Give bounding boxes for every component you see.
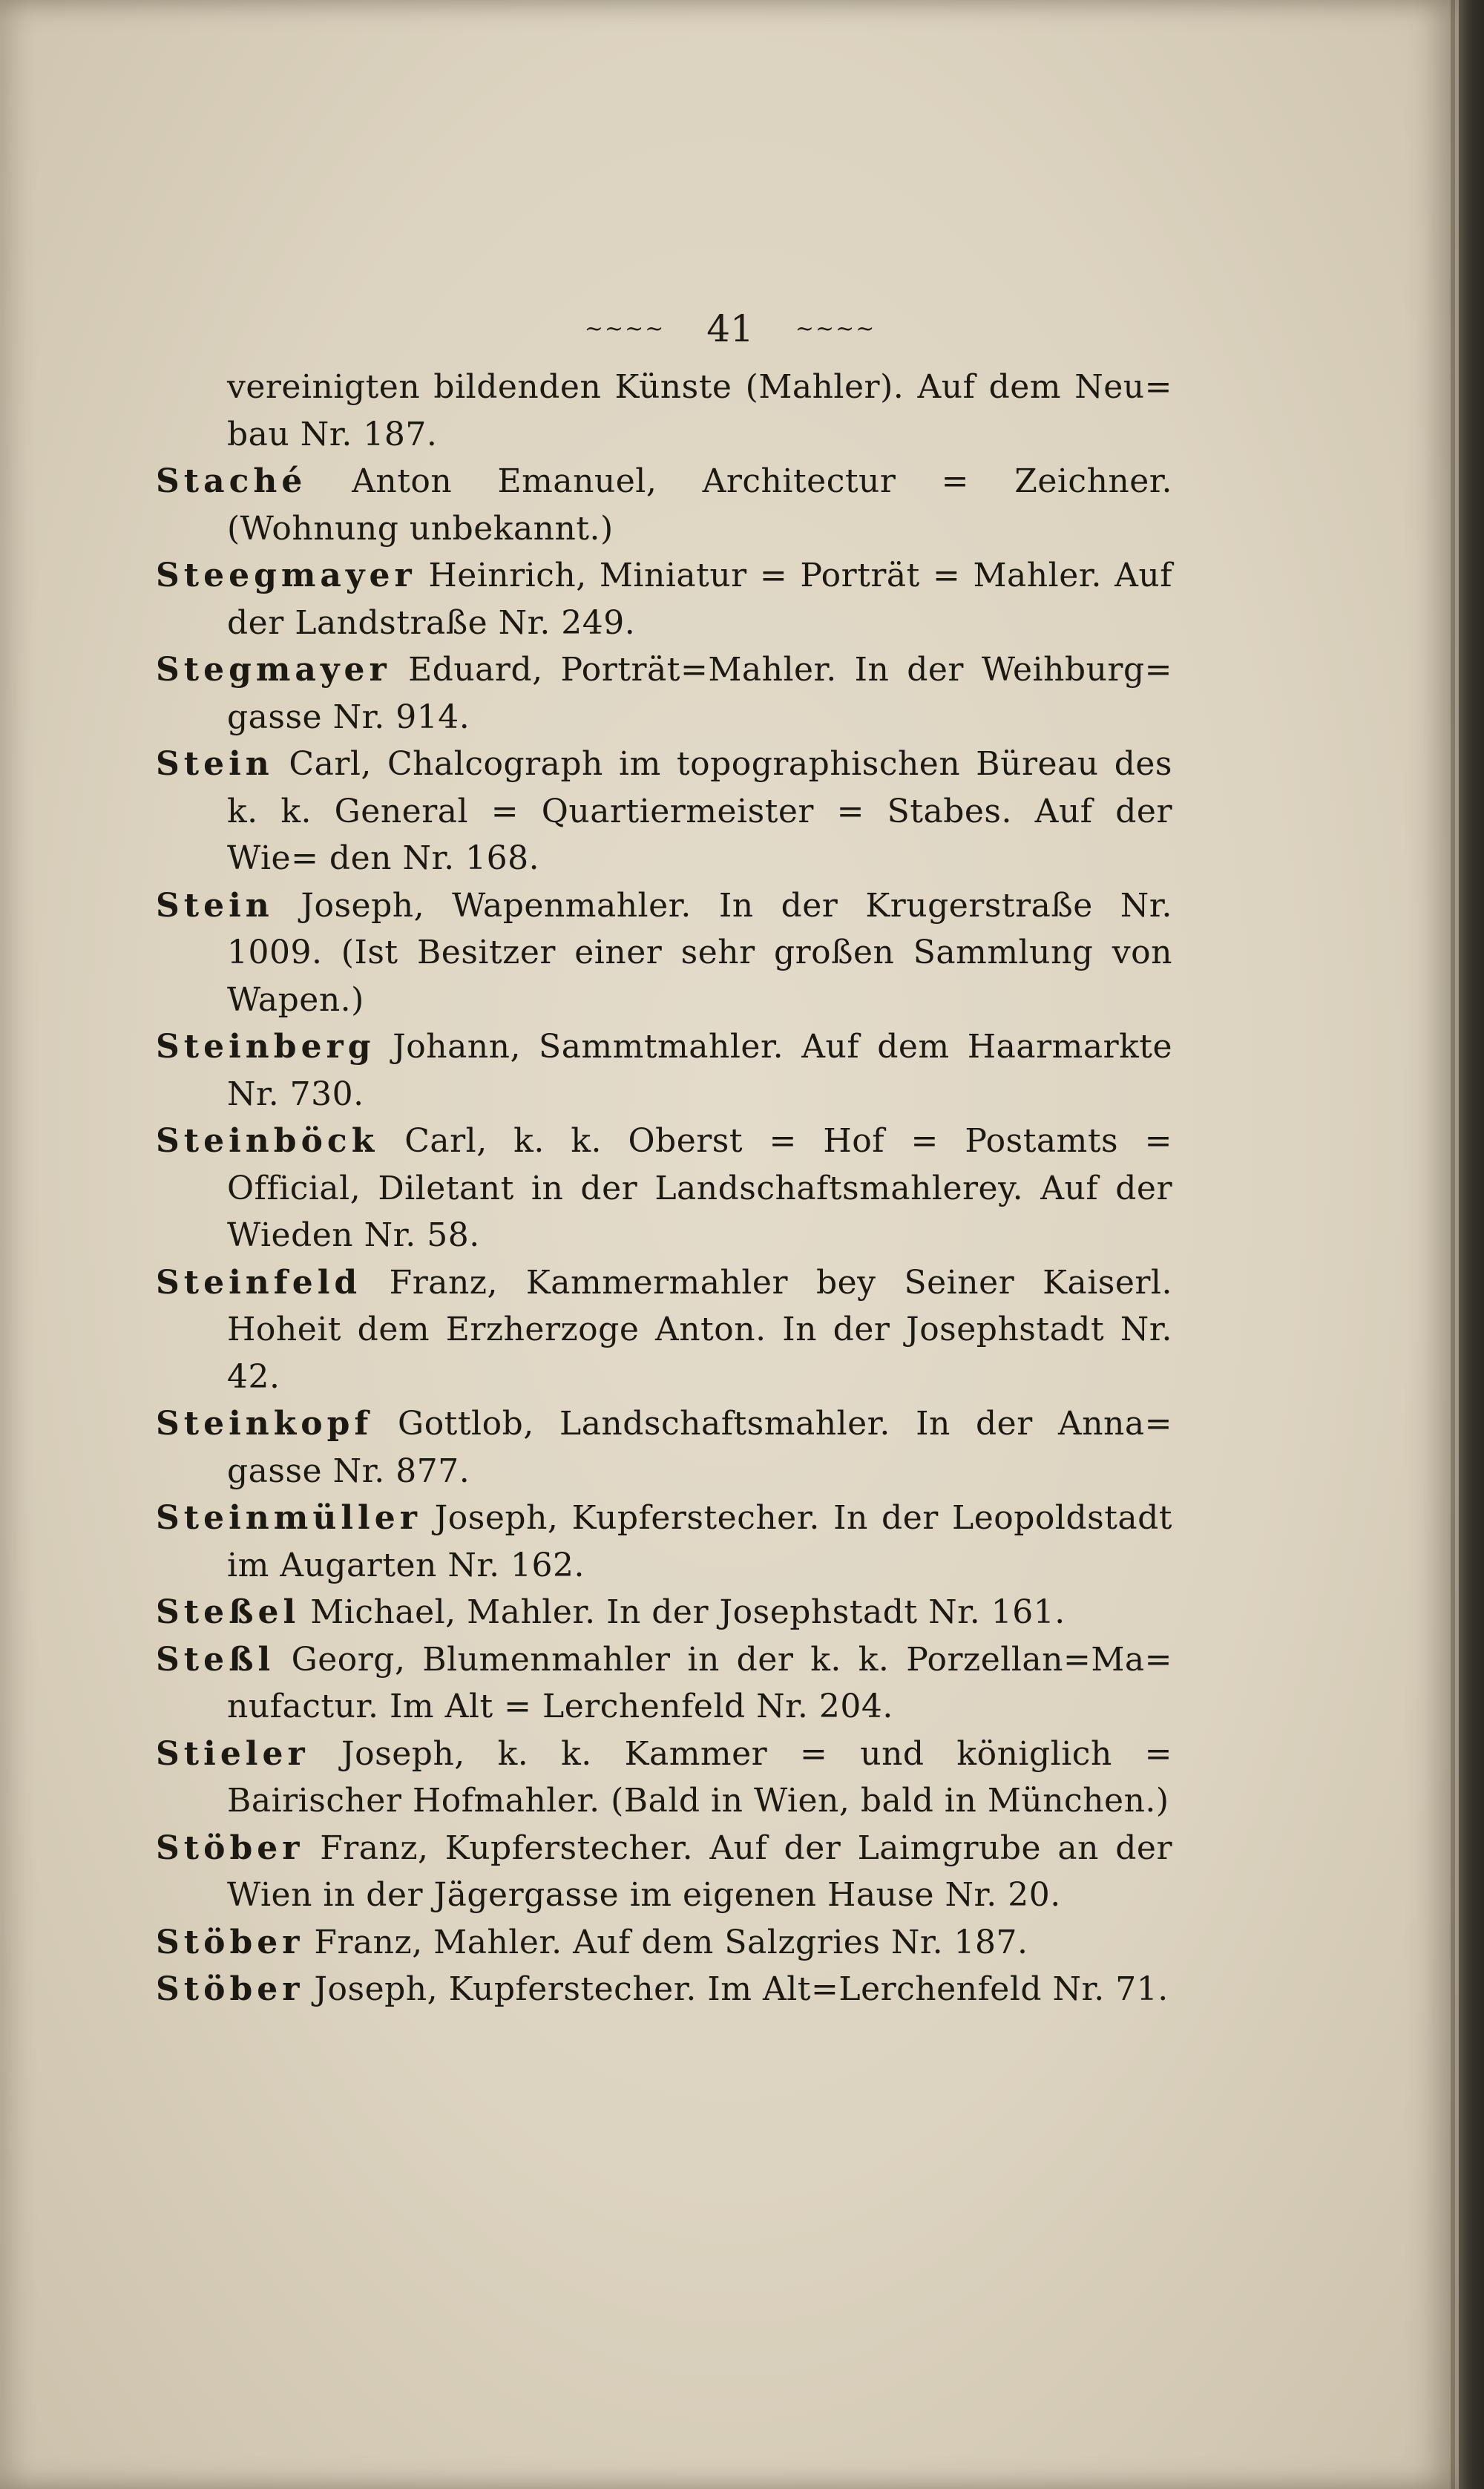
entry-surname: Steinkopf — [156, 1405, 373, 1443]
entry-surname: Stieler — [156, 1734, 309, 1773]
list-item — [156, 552, 1172, 646]
entry-description: Franz, Kupferstecher. Auf der Laimgrube an der Wien in der Jägergasse im eigenen Hause Nr. 20. — [227, 1829, 1172, 1914]
list-item — [156, 458, 1172, 552]
entry-surname: Stöber — [156, 1829, 304, 1867]
entry-surname: Steinfeld — [156, 1263, 362, 1302]
list-item — [156, 1966, 1172, 2013]
page-number: 41 — [706, 307, 754, 350]
entry-surname: Steinmüller — [156, 1499, 421, 1537]
list-item — [156, 1495, 1172, 1589]
list-item — [156, 1919, 1172, 1967]
list-item — [156, 882, 1172, 1024]
page-edge-shadow — [1451, 0, 1455, 2489]
list-item — [156, 1400, 1172, 1495]
entry-description: Carl, Chalcograph im topographischen Büreau des k. k. General = Quartiermeister = Stabes. Auf der Wie= den Nr. 168. — [227, 745, 1172, 877]
entry-description: Georg, Blumenmahler in der k. k. Porzellan=Ma= nufactur. Im Alt = Lerchenfeld Nr. 204. — [227, 1640, 1172, 1725]
list-item — [156, 646, 1172, 741]
entry-surname: Stein — [156, 745, 274, 783]
page-header — [0, 304, 1460, 356]
list-item — [156, 1023, 1172, 1118]
entry-description: Franz, Kammermahler bey Seiner Kaiserl. Hoheit dem Erzherzoge Anton. In der Josephstadt Nr. 42. — [227, 1263, 1172, 1396]
entry-surname: Stöber — [156, 1923, 304, 1961]
entry-description: Eduard, Porträt=Mahler. In der Weihburg= gasse Nr. 914. — [227, 651, 1172, 736]
entry-description: Joseph, Kupferstecher. In der Leopoldstadt im Augarten Nr. 162. — [227, 1499, 1172, 1584]
list-item: vereinigten bildenden Künste (Mahler). Auf dem Neu= bau Nr. 187. — [227, 368, 1172, 453]
entry-description: Michael, Mahler. In der Josephstadt Nr. 161. — [310, 1593, 1066, 1631]
ornament-left: ~~~~ — [584, 315, 666, 342]
entry-description: Gottlob, Landschaftsmahler. In der Anna= gasse Nr. 877. — [227, 1405, 1172, 1490]
entry-description: Joseph, k. k. Kammer = und königlich = Bairischer Hofmahler. (Bald in Wien, bald in München.) — [227, 1734, 1172, 1820]
list-item — [156, 741, 1172, 882]
entry-surname: Steßl — [156, 1640, 275, 1679]
entry-surname: Steinberg — [156, 1028, 375, 1066]
ornament-right: ~~~~ — [795, 315, 876, 342]
entry-surname: Steinböck — [156, 1122, 379, 1160]
entry-description: Joseph, Wapenmahler. In der Krugerstraße Nr. 1009. (Ist Besitzer einer sehr großen Sammlung von Wapen.) — [227, 886, 1172, 1019]
entry-description: Heinrich, Miniatur = Porträt = Mahler. Auf der Landstraße Nr. 249. — [227, 557, 1172, 642]
list-item — [156, 1825, 1172, 1919]
entry-description: Anton Emanuel, Architectur = Zeichner. (Wohnung unbekannt.) — [227, 462, 1172, 548]
list-item — [156, 1731, 1172, 1825]
entry-description: Franz, Mahler. Auf dem Salzgries Nr. 187. — [314, 1923, 1028, 1961]
entry-surname: Steßel — [156, 1593, 301, 1631]
entry-surname: Staché — [156, 462, 307, 500]
entry-surname: Stöber — [156, 1970, 304, 2008]
entry-description: Carl, k. k. Oberst = Hof = Postamts = Official, Diletant in der Landschaftsmahlerey. Auf der Wieden Nr. 58. — [227, 1122, 1172, 1254]
list-item — [156, 1259, 1172, 1401]
book-binding-edge — [1459, 0, 1484, 2489]
entry-surname: Stegmayer — [156, 651, 391, 689]
list-item — [156, 1118, 1172, 1259]
entry-surname: Stein — [156, 886, 274, 925]
entry-description: Joseph, Kupferstecher. Im Alt=Lerchenfeld Nr. 71. — [314, 1970, 1169, 2008]
entry-description: Johann, Sammtmahler. Auf dem Haarmarkte Nr. 730. — [227, 1028, 1172, 1113]
directory-entries — [156, 364, 1172, 2013]
entry-surname: Steegmayer — [156, 557, 416, 594]
list-item — [156, 1589, 1172, 1636]
list-item — [156, 1636, 1172, 1731]
